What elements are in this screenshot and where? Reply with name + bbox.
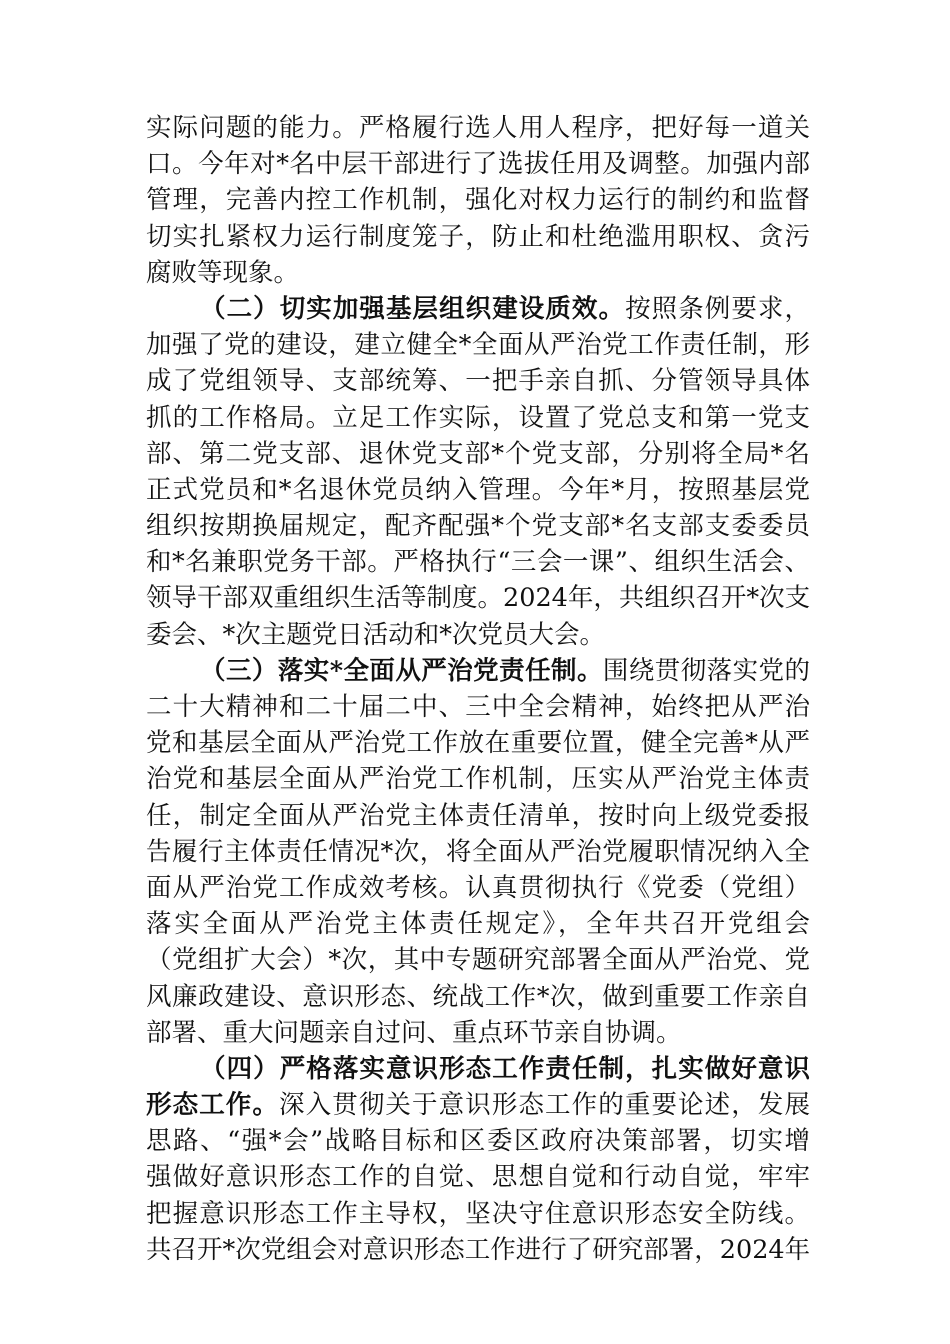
section-heading-line	[146, 653, 810, 689]
body-line	[146, 182, 810, 218]
line-text: 腐败等现象。	[146, 257, 300, 288]
line-text: 抓的工作格局。立足工作实际，设置了党总支和第一党支	[146, 402, 810, 433]
line-text: 落实全面从严治党主体责任规定》，全年共召开党组会	[146, 909, 810, 940]
line-text: 实际问题的能力。严格履行选人用人程序，把好每一道关	[146, 113, 810, 143]
body-line	[146, 580, 810, 616]
body-line	[146, 219, 810, 255]
line-text: 治党和基层全面从严治党工作机制，压实从严治党主体责	[146, 764, 810, 795]
line-text: 正式党员和*名退休党员纳入管理。今年*月，按照基层党	[146, 474, 810, 505]
line-text: 党和基层全面从严治党工作放在重要位置，健全完善*从严	[146, 728, 810, 759]
line-text: 加强了党的建设，建立健全*全面从严治党工作责任制，形	[146, 330, 810, 361]
line-text: 围绕贯彻落实党的	[602, 655, 810, 686]
body-line	[146, 942, 810, 978]
line-text: 强做好意识形态工作的自觉、思想自觉和行动自觉，牢牢	[146, 1162, 810, 1193]
line-text: 部署、重大问题亲自过问、重点环节亲自协调。	[146, 1017, 682, 1048]
body-line	[146, 1232, 810, 1268]
line-text: 成了党组领导、支部统筹、一把手亲自抓、分管领导具体	[146, 366, 810, 397]
body-line	[146, 363, 810, 399]
body-line	[146, 725, 810, 761]
body-line	[146, 327, 810, 363]
line-text: 切实扎紧权力运行制度笼子，防止和杜绝滥用职权、贪污	[146, 221, 810, 252]
line-text: 领导干部双重组织生活等制度。2024年，共组织召开*次支	[146, 583, 811, 614]
body-line	[146, 689, 810, 725]
line-text: 面从严治党工作成效考核。认真贯彻执行《党委（党组）	[146, 872, 810, 903]
line-text: 告履行主体责任情况*次，将全面从严治党履职情况纳入全	[146, 836, 810, 867]
line-text: 思路、“强*会”战略目标和区委区政府决策部署，切实增	[146, 1126, 810, 1157]
line-text: 口。今年对*名中层干部进行了选拔任用及调整。加强内部	[146, 149, 810, 180]
body-line	[146, 472, 810, 508]
body-line	[146, 906, 810, 942]
line-text: 按照条例要求，	[625, 293, 810, 324]
line-text: 风廉政建设、意识形态、统战工作*次，做到重要工作亲自	[146, 981, 810, 1012]
body-line	[146, 834, 810, 870]
section-heading: （二）切实加强基层组织建设质效。	[200, 293, 626, 324]
line-text: 把握意识形态工作主导权，坚决守住意识形态安全防线。	[146, 1198, 810, 1229]
body-line	[146, 798, 810, 834]
section-heading: （三）落实*全面从严治党责任制。	[200, 655, 603, 686]
section-heading-line	[146, 291, 810, 327]
section-heading: 形态工作。	[146, 1090, 280, 1121]
line-text: 二十大精神和二十届二中、三中全会精神，始终把从严治	[146, 692, 810, 722]
body-line	[146, 436, 810, 472]
body-line	[146, 110, 810, 146]
body-line	[146, 544, 810, 580]
body-line	[146, 979, 810, 1015]
line-text: 组织按期换届规定，配齐配强*个党支部*名支部支委委员	[146, 511, 810, 542]
line-text: 委会、*次主题党日活动和*次党员大会。	[146, 619, 606, 650]
body-line	[146, 146, 810, 182]
body-line	[146, 508, 810, 544]
body-line	[146, 1123, 810, 1159]
body-line	[146, 1196, 810, 1232]
body-line	[146, 870, 810, 906]
line-text: 部、第二党支部、退休党支部*个党支部，分别将全局*名	[146, 438, 810, 469]
paragraph-end-line	[146, 1015, 810, 1051]
paragraph-end-line	[146, 617, 810, 653]
body-line	[146, 400, 810, 436]
section-heading-line	[146, 1051, 810, 1087]
line-text: 和*名兼职党务干部。严格执行“三会一课”、组织生活会、	[146, 547, 810, 578]
paragraph-end-line	[146, 255, 810, 291]
body-line	[146, 1159, 810, 1195]
line-text: 任，制定全面从严治党主体责任清单，按时向上级党委报	[146, 800, 810, 831]
line-text: 共召开*次党组会对意识形态工作进行了研究部署，2024年	[146, 1234, 811, 1265]
line-text: 管理，完善内控工作机制，强化对权力运行的制约和监督	[146, 185, 810, 216]
body-line	[146, 761, 810, 797]
line-text: （党组扩大会）*次，其中专题研究部署全面从严治党、党	[146, 945, 810, 976]
section-heading-continuation	[146, 1087, 810, 1123]
section-heading: （四）严格落实意识形态工作责任制，扎实做好意识	[200, 1053, 810, 1084]
document-body	[146, 110, 810, 1268]
line-text: 深入贯彻关于意识形态工作的重要论述，发展	[279, 1090, 810, 1121]
